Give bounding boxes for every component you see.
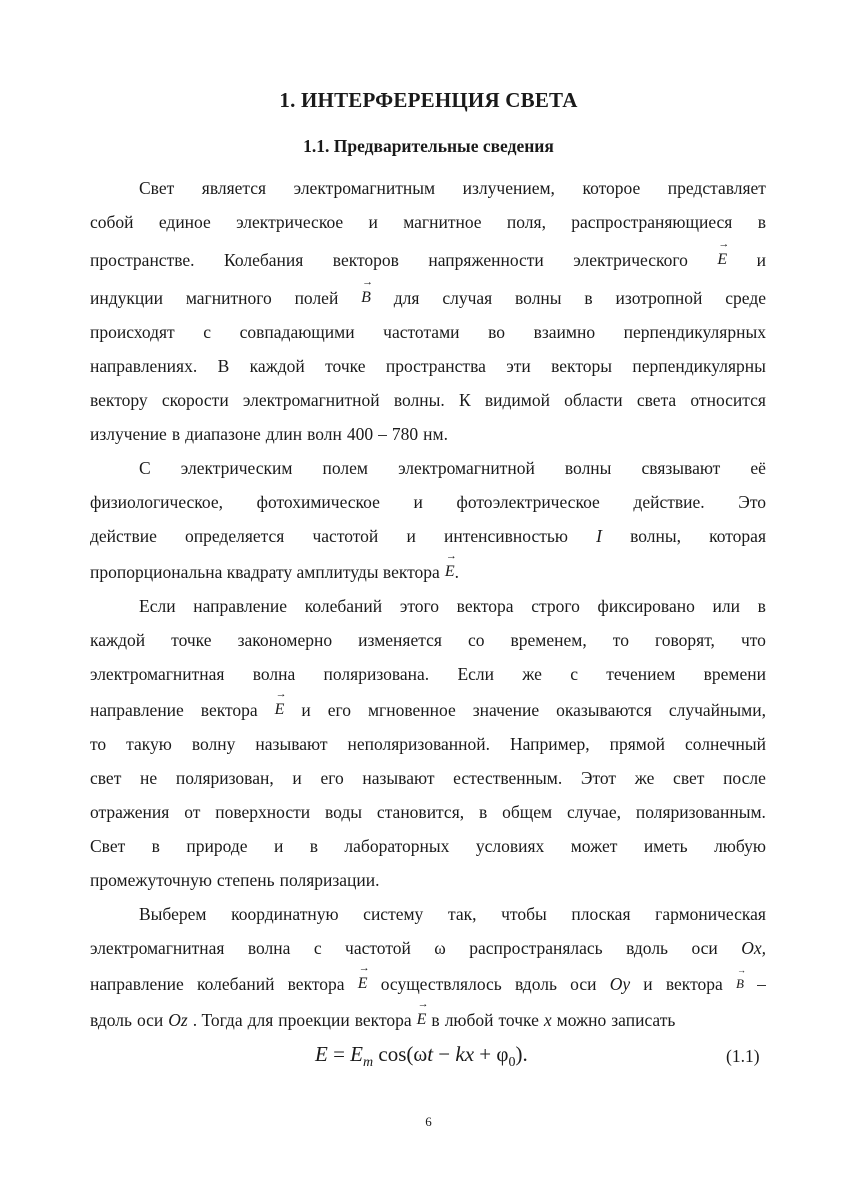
word: фиксировано [597,596,695,616]
p3-line4 [90,698,766,722]
word: В [217,356,230,376]
word: направление [90,974,184,994]
word: происходят [90,322,175,342]
word: полей [294,288,339,308]
word: свет [673,768,705,788]
p3-line1 [139,594,766,618]
formula-m-subscript: m [363,1055,374,1071]
word: в [757,212,766,232]
word: которая [709,526,766,546]
word: и [301,700,311,720]
word: изменяется [358,630,442,650]
word: изотропной [615,288,703,308]
word: общем [502,802,553,822]
word: действие. [633,492,705,512]
word: волны. [393,390,445,410]
word: магнитное [403,212,482,232]
word: временем, [510,630,587,650]
word: времени [703,664,766,684]
word: его [320,768,344,788]
word: становится, [376,802,465,822]
word: то [612,630,629,650]
word: прямой [609,734,665,754]
word: в [171,424,181,444]
word: что [740,630,766,650]
word: воды [324,802,363,822]
italic-symbol: Oz [168,1010,188,1030]
word: частотой [312,526,379,546]
word: для [393,288,420,308]
word: 400 [346,424,374,444]
formula-t: t [427,1042,434,1066]
word: чтобы [501,904,547,924]
formula-phi: φ [496,1042,509,1066]
formula-x: x [464,1042,475,1066]
word: степень [216,870,275,890]
word: волна [247,938,291,958]
word: поляризована. [323,664,430,684]
p1-line6 [90,354,766,378]
word: и [292,768,302,788]
word: значение [472,700,540,720]
word: лабораторных [344,836,450,856]
word: электромагнитным [293,178,436,198]
word: перпендикулярны [632,356,766,376]
word: условиях [475,836,545,856]
word: поверхности [215,802,311,822]
word: волн [307,424,342,444]
word: волна [252,664,296,684]
word: проекции [278,1010,350,1030]
word: ω [434,938,446,958]
word: промежуточную [90,870,212,890]
word: её [750,458,766,478]
word: Выберем [139,904,207,924]
word: во [488,322,505,342]
word: точке [498,1010,539,1030]
italic-symbol: Ox, [741,938,766,958]
word: с [203,322,212,342]
p3-line6 [90,766,766,790]
word: связывают [641,458,721,478]
p4-line1 [139,902,766,926]
word: оси [570,974,597,994]
word: фотоэлектрическое [456,492,600,512]
word: и [273,836,284,856]
word: колебаний [304,596,383,616]
word: вектора [665,974,723,994]
word: естественным. [453,768,563,788]
word: со [467,630,485,650]
word: напряженности [428,250,544,270]
p3-line3 [90,662,766,686]
formula-equals: = [327,1042,351,1066]
word: поляризации. [279,870,380,890]
word: векторов [332,250,399,270]
word: Например, [510,734,590,754]
p1-line3 [90,248,766,272]
word: неполяризованной. [347,734,490,754]
word: гармоническая [655,904,766,924]
p3-line7 [90,800,766,824]
equation-number: (1.1) [726,1046,760,1066]
formula-e: E [350,1042,363,1066]
word: может [570,836,618,856]
word: осуществлялось [380,974,502,994]
word: волну [191,734,236,754]
word: точке [325,356,366,376]
word: Этот [580,768,617,788]
equation-1-1 [315,1042,528,1071]
italic-symbol: I [596,526,602,546]
word: электромагнитной [242,390,380,410]
word: направлениях. [90,356,198,376]
p1-line8 [90,422,766,446]
word: вектору [90,390,148,410]
word: случайными, [668,700,766,720]
p2-line4 [90,560,766,584]
word: направление [193,596,288,616]
formula-close: ). [515,1042,528,1066]
word: природе [186,836,248,856]
word: записать [611,1010,676,1030]
formula-omega: ω [413,1042,428,1066]
word: света [636,390,677,410]
p3-line9 [90,868,766,892]
word: электромагнитной [398,458,535,478]
word: электрическое [236,212,344,232]
word: видимой [484,390,550,410]
vector-symbol: → E [417,1008,427,1032]
italic-symbol: Oy [609,974,631,994]
word: же [634,768,655,788]
word: колебаний [197,974,275,994]
word: определяется [185,526,285,546]
word: поля, [506,212,546,232]
word: – [378,424,387,444]
formula-k: k [455,1042,465,1066]
word: Колебания [224,250,304,270]
chapter-title: 1. ИНТЕРФЕРЕНЦИЯ СВЕТА [279,88,578,112]
word: течением [606,664,676,684]
word: этого [399,596,439,616]
word: строго [531,596,580,616]
word: иметь [643,836,688,856]
word: диапазоне [185,424,261,444]
word: и [406,526,416,546]
word: электромагнитная [90,664,225,684]
p4-line2 [90,936,766,960]
p4-line3 [90,972,766,996]
word: любую [714,836,766,856]
p3-line2 [90,628,766,652]
word: плоская [571,904,631,924]
word: фотохимическое [256,492,380,512]
word: можно [556,1010,607,1030]
word: солнечный [684,734,766,754]
page-number: 6 [425,1114,432,1129]
vector-symbol: → E [717,248,727,272]
formula-minus: − [433,1042,456,1066]
word: вдоль [90,1010,132,1030]
word: то [90,734,107,754]
word: поляризованным. [635,802,766,822]
word: вдоль [514,974,557,994]
word: среде [725,288,766,308]
word: . Тогда [192,1010,243,1030]
word: говорят, [655,630,715,650]
word: частотой [345,938,411,958]
word: отражения [90,802,170,822]
word: интенсивностью [443,526,568,546]
word: не [140,768,158,788]
word: – [757,974,766,994]
word: направление [90,700,184,720]
vector-e-symbol: → E [445,560,455,584]
word: вектора [200,700,258,720]
word: которое [582,178,641,198]
p1-line5 [90,320,766,344]
word: называют [362,768,435,788]
word: совпадающими [239,322,355,342]
word: вдоль [626,938,669,958]
italic-symbol: x [543,1010,552,1030]
word: представляет [667,178,766,198]
word: в [151,836,160,856]
word: перпендикулярных [623,322,766,342]
word: вектора [287,974,345,994]
word: от [184,802,201,822]
vector-symbol: → B [361,286,371,310]
word: векторы [551,356,612,376]
word: его [327,700,352,720]
word: с [313,938,322,958]
word: закономерно [237,630,333,650]
word: электрическим [180,458,293,478]
word: пространстве. [90,250,195,270]
word: волны [515,288,562,308]
formula-zero-subscript: 0 [508,1055,516,1071]
word: случая [442,288,493,308]
word: частотами [383,322,460,342]
word: индукции [90,288,163,308]
word: любой [444,1010,494,1030]
word: вектора [456,596,514,616]
word: систему [363,904,424,924]
word: волны, [630,526,681,546]
word: излучением, [462,178,555,198]
word: после [723,768,766,788]
word: действие [90,526,157,546]
word: оси [691,938,718,958]
word: вектора [354,1010,412,1030]
word: скорости [161,390,229,410]
word: такую [126,734,172,754]
word: же [522,664,542,684]
word: в [584,288,593,308]
word: излучение [90,424,167,444]
word: является [201,178,267,198]
word: волны [564,458,612,478]
word: координатную [231,904,339,924]
section-subtitle: 1.1. Предварительные сведения [303,136,554,156]
word: эти [506,356,531,376]
word: для [247,1010,274,1030]
word: Если [457,664,495,684]
word: длин [265,424,303,444]
word: собой [90,212,134,232]
word: Это [738,492,766,512]
p2-line1 [139,456,766,480]
formula-cos: cos( [373,1042,414,1066]
word: случае, [567,802,621,822]
word: в [757,596,766,616]
word: в [309,836,318,856]
word: оказываются [556,700,652,720]
word: взаимно [533,322,596,342]
word: свет [90,768,122,788]
vector-symbol: → E [275,698,285,722]
word: так, [447,904,477,924]
word: электромагнитная [90,938,225,958]
formula-plus: + [474,1042,497,1066]
p1-line4 [90,286,766,310]
word: Если [139,596,176,616]
word: распространяющиеся [571,212,733,232]
p1-line2 [90,210,766,234]
p3-line5 [90,732,766,756]
word: С [139,458,151,478]
word: или [712,596,740,616]
word: 780 [391,424,419,444]
word: электрического [573,250,688,270]
word: К [458,390,471,410]
p4-line4 [90,1008,766,1032]
word: и [368,212,378,232]
p2-line4-text: пропорциональна квадрату амплитуды вектора [90,562,440,582]
word: каждой [249,356,305,376]
vector-symbol: → B [736,972,744,996]
word: в [479,802,488,822]
word: и [643,974,653,994]
word: с [570,664,578,684]
word: мгновенное [367,700,456,720]
p1-line1 [139,176,766,200]
word: называют [255,734,328,754]
word: относится [690,390,766,410]
p3-line8 [90,834,766,858]
word: единое [158,212,211,232]
p2-line2 [90,490,766,514]
p2-line3 [90,524,766,548]
word: в [431,1010,440,1030]
p2-line4-period: . [454,562,459,582]
word: нм. [423,424,448,444]
vector-symbol: → E [358,972,368,996]
word: физиологическое, [90,492,224,512]
word: точке [171,630,212,650]
word: Свет [139,178,175,198]
word: области [564,390,623,410]
word: магнитного [185,288,272,308]
word: распространялась [469,938,603,958]
word: и [413,492,423,512]
word: Свет [90,836,126,856]
word: полем [322,458,368,478]
word: и [756,250,766,270]
word: каждой [90,630,146,650]
formula-lhs: E [315,1042,328,1066]
word: пространства [385,356,486,376]
word: оси [136,1010,164,1030]
p1-line7 [90,388,766,412]
word: поляризован, [175,768,274,788]
